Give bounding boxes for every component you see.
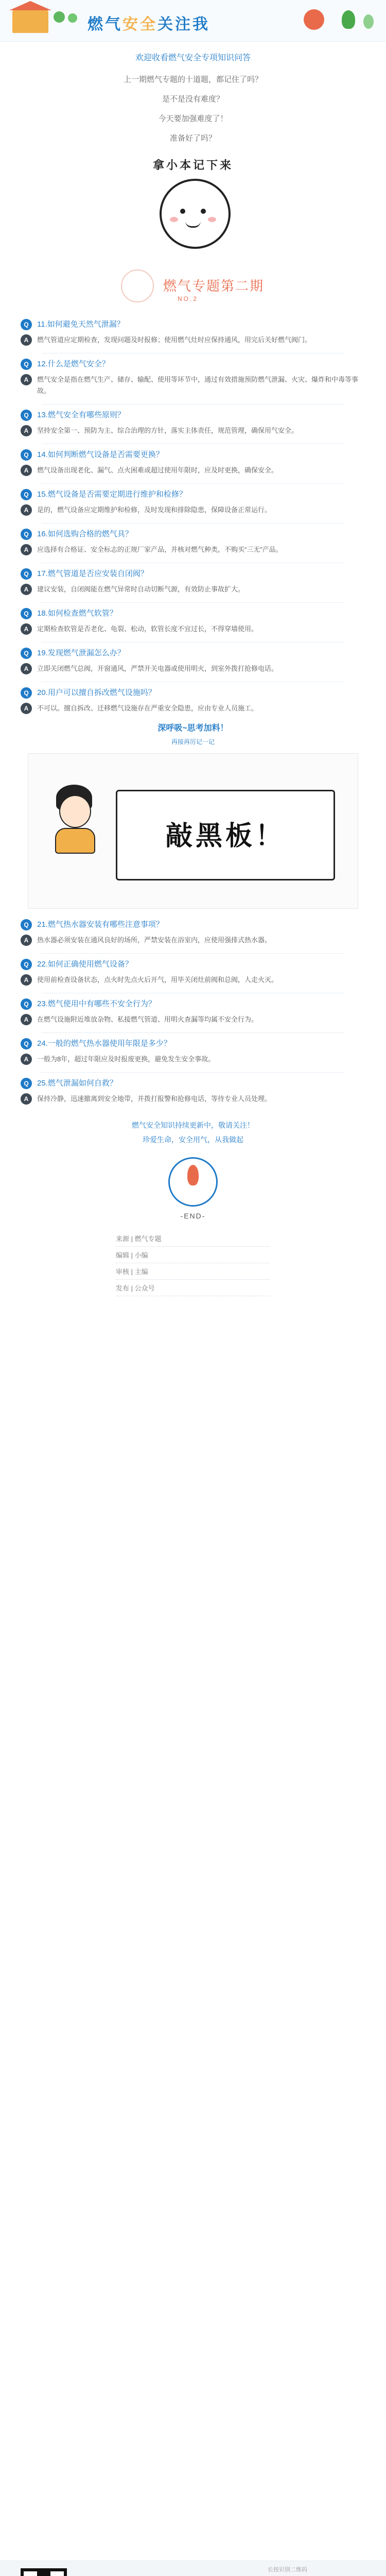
bottom-follow-bar — [0, 2561, 386, 2576]
credit-row: 审核 | 主编 — [116, 1263, 270, 1280]
tree-illustration — [342, 10, 355, 29]
qa-section-2 — [21, 919, 365, 1105]
qa-item — [21, 359, 365, 397]
answer-row — [21, 1093, 365, 1105]
question-text: 24.一般的燃气热水器使用年限是多少？ — [37, 1039, 171, 1048]
answer-row — [21, 974, 365, 986]
tree-illustration — [363, 14, 374, 29]
intro-line: 今天要加强难度了！ — [158, 114, 228, 123]
house-illustration — [12, 9, 48, 33]
question-icon: Q — [21, 687, 32, 699]
question-row — [21, 919, 365, 930]
question-text: 25.燃气泄漏如何自救？ — [37, 1079, 117, 1088]
question-text: 20.用户可以擅自拆改燃气设施吗？ — [37, 688, 156, 697]
answer-row — [21, 663, 365, 674]
issue-ring-decoration — [121, 269, 154, 302]
answer-row — [21, 504, 365, 516]
question-row — [21, 1078, 365, 1089]
answer-icon: A — [21, 663, 32, 674]
question-row — [21, 489, 365, 500]
credit-label: 来源 — [116, 1235, 130, 1243]
answer-row — [21, 374, 365, 397]
qa-item — [21, 998, 365, 1025]
answer-icon: A — [21, 1054, 32, 1065]
question-text: 18.如何检查燃气软管？ — [37, 609, 117, 618]
qa-item — [21, 648, 365, 674]
qr-hint: 长按识别二维码 — [268, 2567, 307, 2573]
answer-icon: A — [21, 374, 32, 385]
answer-text: 应选择有合格证、安全标志的正规厂家产品，并核对燃气种类，不购买“三无”产品。 — [37, 546, 283, 553]
credit-row: 编辑 | 小编 — [116, 1247, 270, 1263]
answer-text: 一般为8年，超过年限应及时报废更换，避免发生安全事故。 — [37, 1055, 215, 1063]
credit-row: 发布 | 公众号 — [116, 1280, 270, 1296]
banner-title — [87, 11, 210, 34]
divider — [41, 1032, 345, 1033]
answer-icon: A — [21, 623, 32, 635]
qa-item — [21, 919, 365, 946]
banner-title-highlight: 安全 — [122, 16, 157, 33]
credit-label: 编辑 — [116, 1251, 130, 1259]
question-icon: Q — [21, 648, 32, 659]
question-icon: Q — [21, 489, 32, 500]
banner-title-suffix: 关注我 — [157, 16, 210, 33]
question-icon: Q — [21, 998, 32, 1010]
question-icon: Q — [21, 319, 32, 330]
qr-finder — [50, 2571, 64, 2576]
footer — [0, 1118, 386, 1220]
divider — [41, 602, 345, 603]
question-row — [21, 449, 365, 461]
qa-item — [21, 319, 365, 346]
lead-text: 欢迎收看燃气安全专项知识问答 — [135, 54, 251, 62]
answer-text: 立即关闭燃气总阀，开窗通风，严禁开关电器或使用明火，到室外拨打抢修电话。 — [37, 665, 278, 672]
answer-icon: A — [21, 504, 32, 516]
answer-row — [21, 935, 365, 946]
answer-icon: A — [21, 935, 32, 946]
face-cheek — [170, 217, 178, 222]
divider — [41, 483, 345, 484]
question-text: 12.什么是燃气安全？ — [37, 360, 110, 368]
question-icon: Q — [21, 919, 32, 930]
question-row — [21, 568, 365, 580]
question-row — [21, 359, 365, 370]
question-icon: Q — [21, 359, 32, 370]
question-row — [21, 319, 365, 330]
answer-row — [21, 334, 365, 346]
face-outline — [160, 179, 231, 249]
question-icon: Q — [21, 449, 32, 461]
answer-text: 使用前检查设备状态，点火时先点火后开气，用毕关闭灶前阀和总阀，人走火灭。 — [37, 976, 278, 984]
answer-text: 热水器必须安装在通风良好的场所，严禁安装在浴室内，应使用强排式热水器。 — [37, 936, 272, 944]
issue-number: NO.2 — [178, 295, 199, 302]
divider — [41, 953, 345, 954]
question-text: 17.燃气管道是否应安装自闭阀？ — [37, 569, 148, 578]
qa-item — [21, 959, 365, 986]
qa-item — [21, 1078, 365, 1105]
footer-line: 珍爱生命，安全用气，从我做起 — [143, 1136, 243, 1144]
answer-text: 是的，燃气设备应定期维护和检修，及时发现和排除隐患，保障设备正常运行。 — [37, 506, 272, 514]
question-icon: Q — [21, 959, 32, 970]
credit-value: 公众号 — [134, 1284, 155, 1292]
answer-text: 不可以。擅自拆改、迁移燃气设施存在严重安全隐患，应由专业人员施工。 — [37, 704, 258, 712]
answer-text: 建议安装，自闭阀能在燃气异常时自动切断气源，有效防止事故扩大。 — [37, 585, 245, 593]
qa-item — [21, 1038, 365, 1065]
question-row — [21, 1038, 365, 1049]
qa-item — [21, 608, 365, 635]
kid-body — [55, 828, 95, 854]
answer-row — [21, 584, 365, 595]
answer-text: 在燃气设施附近堆放杂物、私接燃气管道、用明火查漏等均属不安全行为。 — [37, 1015, 258, 1023]
mid-section — [0, 721, 386, 746]
qr-finder — [24, 2571, 37, 2576]
question-row — [21, 998, 365, 1010]
credit-label: 审核 — [116, 1268, 130, 1276]
footer-line: 燃气安全知识持续更新中，敬请关注！ — [132, 1121, 254, 1129]
question-row — [21, 608, 365, 619]
question-icon: Q — [21, 1078, 32, 1089]
question-text: 11.如何避免天然气泄漏？ — [37, 320, 125, 329]
intro — [0, 70, 386, 148]
question-row — [21, 529, 365, 540]
blackboard-illustration — [28, 753, 358, 909]
answer-row — [21, 425, 365, 436]
question-row — [21, 959, 365, 970]
answer-icon: A — [21, 584, 32, 595]
question-icon: Q — [21, 410, 32, 421]
intro-line: 上一期燃气专题的十道题，都记住了吗？ — [123, 75, 262, 84]
question-text: 13.燃气安全有哪些原则？ — [37, 411, 125, 419]
smiley-illustration — [149, 177, 237, 254]
question-row — [21, 410, 365, 421]
question-icon: Q — [21, 529, 32, 540]
qa-item — [21, 529, 365, 555]
answer-text: 燃气安全是指在燃气生产、储存、输配、使用等环节中，通过有效措施预防燃气泄漏、火灾、爆炸和中毒等事故。 — [37, 376, 359, 395]
question-text: 16.如何选购合格的燃气具？ — [37, 530, 133, 538]
qa-item — [21, 449, 365, 476]
answer-text: 保持冷静，迅速撤离到安全地带，并拨打报警和抢修电话，等待专业人员处理。 — [37, 1095, 272, 1103]
qa-section-1 — [21, 319, 365, 714]
answer-icon: A — [21, 465, 32, 476]
answer-text: 燃气管道应定期检查，发现问题及时报修；使用燃气灶时应保持通风，用完后关好燃气阀门。 — [37, 336, 312, 344]
question-text: 15.燃气设备是否需要定期进行维护和检修？ — [37, 490, 187, 499]
end-mark: -END- — [180, 1212, 206, 1220]
mid-subtitle: 再接再厉记一记 — [171, 738, 215, 745]
question-icon: Q — [21, 568, 32, 580]
fire-emblem-icon — [168, 1157, 218, 1207]
tree-illustration — [68, 13, 77, 23]
answer-row — [21, 465, 365, 476]
face-cheek — [208, 217, 216, 222]
board-text: 敲黑板！ — [165, 821, 285, 851]
answer-row — [21, 1054, 365, 1065]
flame-icon — [187, 1165, 199, 1185]
credit-value: 主编 — [134, 1268, 148, 1276]
issue-title: 燃气专题第二期 — [163, 278, 265, 294]
qr-code[interactable] — [21, 2568, 67, 2576]
kid-face — [59, 795, 91, 828]
answer-row — [21, 1014, 365, 1025]
face-eye — [180, 209, 185, 214]
answer-icon: A — [21, 425, 32, 436]
qa-item — [21, 489, 365, 516]
question-text: 22.如何正确使用燃气设备？ — [37, 960, 133, 969]
answer-text: 坚持安全第一、预防为主、综合治理的方针，落实主体责任，规范管理，确保用气安全。 — [37, 427, 299, 434]
board-frame — [116, 790, 335, 880]
answer-text: 燃气设备出现老化、漏气、点火困难或超过使用年限时，应及时更换，确保安全。 — [37, 466, 278, 474]
header-banner — [0, 0, 386, 42]
answer-row — [21, 544, 365, 555]
question-icon: Q — [21, 1038, 32, 1049]
cartoon-kid — [51, 785, 97, 852]
credit-row: 来源 | 燃气专题 — [116, 1230, 270, 1247]
intro-line: 准备好了吗？ — [169, 134, 216, 143]
credit-value: 小编 — [134, 1251, 148, 1259]
answer-icon: A — [21, 1093, 32, 1105]
answer-icon: A — [21, 703, 32, 714]
qa-item — [21, 410, 365, 436]
answer-row — [21, 623, 365, 635]
credits — [116, 1230, 270, 1296]
note-callout — [131, 157, 255, 254]
intro-line: 是不是没有难度？ — [162, 95, 224, 104]
answer-text: 定期检查软管是否老化、龟裂、松动，软管长度不宜过长，不得穿墙使用。 — [37, 625, 258, 633]
answer-icon: A — [21, 334, 32, 346]
mid-title: 深呼吸~思考加料！ — [157, 724, 229, 733]
answer-row — [21, 703, 365, 714]
credit-label: 发布 — [116, 1284, 130, 1292]
banner-title-prefix: 燃气 — [87, 16, 122, 33]
question-icon: Q — [21, 608, 32, 619]
qa-item — [21, 568, 365, 595]
question-row — [21, 687, 365, 699]
answer-icon: A — [21, 1014, 32, 1025]
tree-illustration — [54, 11, 65, 23]
credit-value: 燃气专题 — [134, 1235, 162, 1243]
divider — [41, 1072, 345, 1073]
question-text: 21.燃气热水器安装有哪些注意事项？ — [37, 920, 164, 929]
answer-icon: A — [21, 544, 32, 555]
question-text: 19.发现燃气泄漏怎么办？ — [37, 649, 125, 657]
balloon-illustration — [304, 9, 324, 30]
question-text: 14.如何判断燃气设备是否需要更换？ — [37, 450, 164, 459]
face-eye — [201, 209, 206, 214]
answer-icon: A — [21, 974, 32, 986]
note-title: 拿小本记下来 — [152, 159, 233, 172]
question-row — [21, 648, 365, 659]
issue-header — [116, 267, 270, 309]
question-text: 23.燃气使用中有哪些不安全行为？ — [37, 999, 156, 1008]
qa-item — [21, 687, 365, 714]
